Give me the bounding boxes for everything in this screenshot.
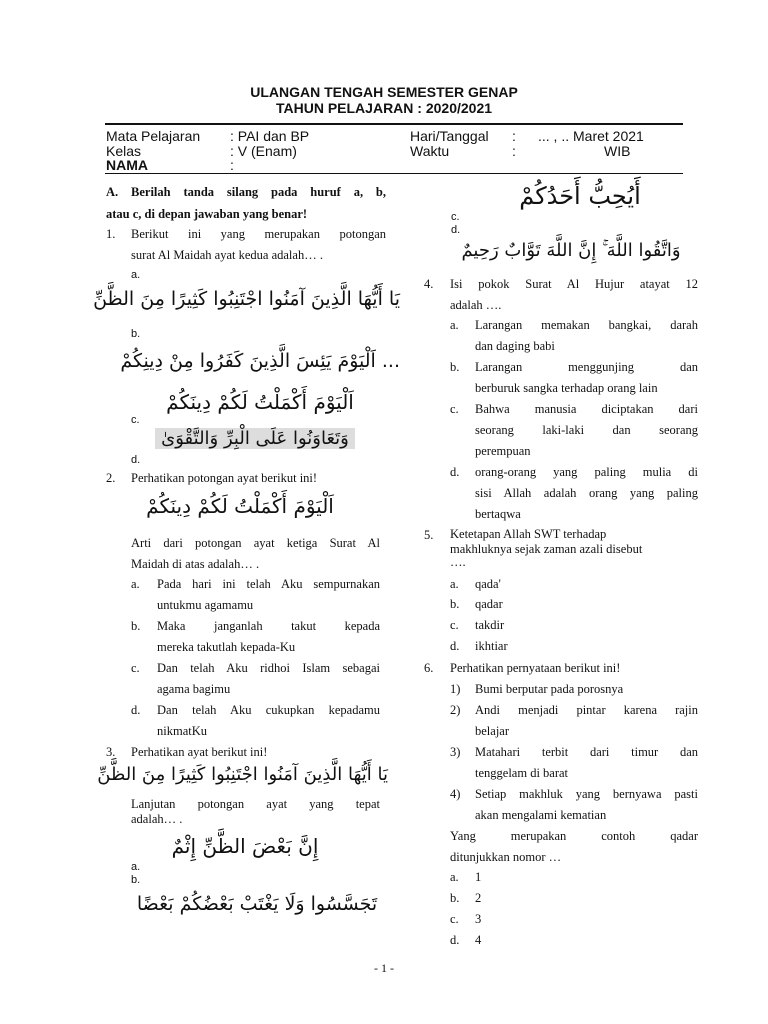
- day-value: ... , .. Maret 2021: [538, 128, 644, 144]
- q4-option-b[interactable]: Larangan menggunjing dan berburuk sangka terhadap orang lain: [475, 360, 698, 395]
- q4-option-c[interactable]: Bahwa manusia diciptakan dari seorang laki-laki dan seorang perempuan: [475, 402, 698, 458]
- q3-option-b-label[interactable]: b.: [131, 874, 141, 886]
- q3-option-b-arabic: تَجَسَّسُوا وَلَا يَغْتَبْ بَعْضُكُمْ بَعْضًا: [136, 893, 378, 915]
- q2-number: 2.: [106, 471, 116, 485]
- q6-option-a-label[interactable]: a.: [450, 870, 459, 884]
- day-label: Hari/Tanggal: [410, 128, 489, 144]
- q6-statement-1: Bumi berputar pada porosnya: [475, 682, 624, 696]
- q1-number: 1.: [106, 227, 116, 241]
- q1-option-a-label[interactable]: a.: [131, 269, 141, 281]
- q5-text: Ketetapan Allah SWT terhadap makhluknya sejak zaman azali disebut ….: [450, 527, 643, 569]
- q1-option-d-arabic: وَتَعَاوَنُوا عَلَى الْبِرِّ وَالتَّقْوَىٰ: [155, 428, 355, 449]
- q5-option-c-label[interactable]: c.: [450, 618, 459, 632]
- q3-option-c-label[interactable]: c.: [451, 211, 460, 223]
- q3-question: Lanjutan potongan ayat yang tepat adalah… .: [131, 797, 380, 826]
- q1-option-b-label[interactable]: b.: [131, 328, 141, 340]
- q2-option-a-label[interactable]: a.: [131, 577, 140, 591]
- exam-title: ULANGAN TENGAH SEMESTER GENAP: [250, 84, 518, 100]
- q2-option-b[interactable]: Maka janganlah takut kepada mereka takutlah kepada-Ku: [157, 619, 380, 654]
- q4-option-d[interactable]: orang-orang yang paling mulia di sisi Allah adalah orang yang paling bertaqwa: [475, 465, 698, 521]
- q3-option-d-arabic: وَاتَّقُوا اللَّهَ ۚ إِنَّ اللَّهَ تَوَّابٌ رَحِيمٌ: [461, 240, 681, 261]
- name-label: NAMA: [106, 157, 148, 173]
- class-value: : V (Enam): [230, 143, 297, 159]
- q4-text: Isi pokok Surat Al Hujur atayat 12 adalah ….: [450, 277, 698, 312]
- q6-option-b[interactable]: 2: [475, 891, 482, 905]
- name-value: :: [230, 157, 234, 173]
- q6-option-d[interactable]: 4: [475, 933, 482, 947]
- subject-value: : PAI dan BP: [230, 128, 310, 144]
- class-label: Kelas: [106, 143, 142, 159]
- header-bottom-rule: [105, 173, 683, 174]
- q6-statement-4-label: 4): [450, 787, 461, 801]
- q5-option-d-label[interactable]: d.: [450, 639, 460, 653]
- q6-statement-4: Setiap makhluk yang bernyawa pasti akan mengalami kematian: [475, 787, 698, 822]
- subject-label: Mata Pelajaran: [106, 128, 201, 144]
- q2-text: Perhatikan potongan ayat berikut ini!: [131, 471, 318, 485]
- q6-question: Yang merupakan contoh qadar ditunjukkan nomor …: [450, 829, 698, 864]
- q3-option-a-arabic: إِنَّ بَعْضَ الظَّنِّ إِثْمٌ: [171, 834, 319, 858]
- q4-option-b-label[interactable]: b.: [450, 360, 460, 374]
- q6-option-b-label[interactable]: b.: [450, 891, 460, 905]
- q5-option-c[interactable]: takdir: [475, 618, 505, 632]
- q2-arabic-verse: اَلْيَوْمَ أَكْمَلْتُ لَكُمْ دِينَكُمْ: [146, 494, 334, 518]
- q1-text: Berikut ini yang merupakan potongan surat Al Maidah ayat kedua adalah… .: [131, 227, 386, 262]
- q2-question: Arti dari potongan ayat ketiga Surat Al Maidah di atas adalah… .: [131, 536, 380, 571]
- q6-statement-1-label: 1): [450, 682, 461, 696]
- q4-option-a[interactable]: Larangan memakan bangkai, darah dan daging babi: [475, 318, 698, 353]
- page-number: - 1 -: [374, 961, 394, 975]
- q5-option-a-label[interactable]: a.: [450, 577, 459, 591]
- q6-text: Perhatikan pernyataan berikut ini!: [450, 661, 621, 675]
- q2-option-d-label[interactable]: d.: [131, 703, 141, 717]
- time-value: WIB: [604, 143, 631, 159]
- section-a-instruction: A. Berilah tanda silang pada huruf a, b, atau c, di depan jawaban yang benar!: [106, 185, 386, 221]
- q6-option-c-label[interactable]: c.: [450, 912, 459, 926]
- q3-option-a-label[interactable]: a.: [131, 861, 141, 873]
- q5-option-a[interactable]: qada': [475, 577, 501, 591]
- q4-option-c-label[interactable]: c.: [450, 402, 459, 416]
- q6-option-c[interactable]: 3: [475, 912, 482, 926]
- q1-option-d-label[interactable]: d.: [131, 454, 141, 466]
- q1-option-c-arabic: اَلْيَوْمَ أَكْمَلْتُ لَكُمْ دِينَكُمْ: [166, 390, 354, 414]
- q6-statement-3-label: 3): [450, 745, 461, 759]
- q6-statement-2: Andi menjadi pintar karena rajin belajar: [475, 703, 698, 738]
- q6-option-d-label[interactable]: d.: [450, 933, 460, 947]
- q6-statement-3: Matahari terbit dari timur dan tenggelam di barat: [475, 745, 698, 780]
- q6-number: 6.: [424, 661, 434, 675]
- q5-option-b[interactable]: qadar: [475, 597, 503, 611]
- q1-option-a-arabic: يَا أَيُّهَا الَّذِينَ آمَنُوا اجْتَنِبُوا كَثِيرًا مِنَ الظَّنِّ: [93, 288, 400, 310]
- q4-option-a-label[interactable]: a.: [450, 318, 459, 332]
- q3-option-d-label[interactable]: d.: [451, 224, 461, 236]
- time-colon: :: [512, 143, 516, 159]
- q3-number: 3.: [106, 745, 116, 759]
- day-colon: :: [512, 128, 516, 144]
- q4-option-d-label[interactable]: d.: [450, 465, 460, 479]
- q2-option-c[interactable]: Dan telah Aku ridhoi Islam sebagai agama bagimu: [157, 661, 380, 696]
- q5-option-d[interactable]: ikhtiar: [475, 639, 508, 653]
- q3-option-c-arabic: أَيُحِبُّ أَحَدُكُمْ: [519, 182, 641, 210]
- q4-number: 4.: [424, 277, 434, 291]
- q3-text: Perhatikan ayat berikut ini!: [131, 745, 268, 759]
- academic-year: TAHUN PELAJARAN : 2020/2021: [275, 100, 493, 116]
- q2-option-a[interactable]: Pada hari ini telah Aku sempurnakan untukmu agamamu: [157, 577, 380, 612]
- q2-option-d[interactable]: Dan telah Aku cukupkan kepadamu nikmatKu: [157, 703, 380, 738]
- q2-option-b-label[interactable]: b.: [131, 619, 141, 633]
- q6-option-a[interactable]: 1: [475, 870, 482, 884]
- q6-statement-2-label: 2): [450, 703, 461, 717]
- q1-option-c-label[interactable]: c.: [131, 414, 140, 426]
- header-top-rule: [105, 123, 683, 125]
- q5-option-b-label[interactable]: b.: [450, 597, 460, 611]
- q5-number: 5.: [424, 528, 434, 542]
- q1-option-b-arabic: ... اَلْيَوْمَ يَئِسَ الَّذِينَ كَفَرُوا مِنْ دِينِكُمْ: [120, 350, 400, 372]
- q2-option-c-label[interactable]: c.: [131, 661, 140, 675]
- time-label: Waktu: [410, 143, 450, 159]
- q3-arabic-verse: يَا أَيُّهَا الَّذِينَ آمَنُوا اجْتَنِبُوا كَثِيرًا مِنَ الظَّنِّ: [97, 764, 388, 785]
